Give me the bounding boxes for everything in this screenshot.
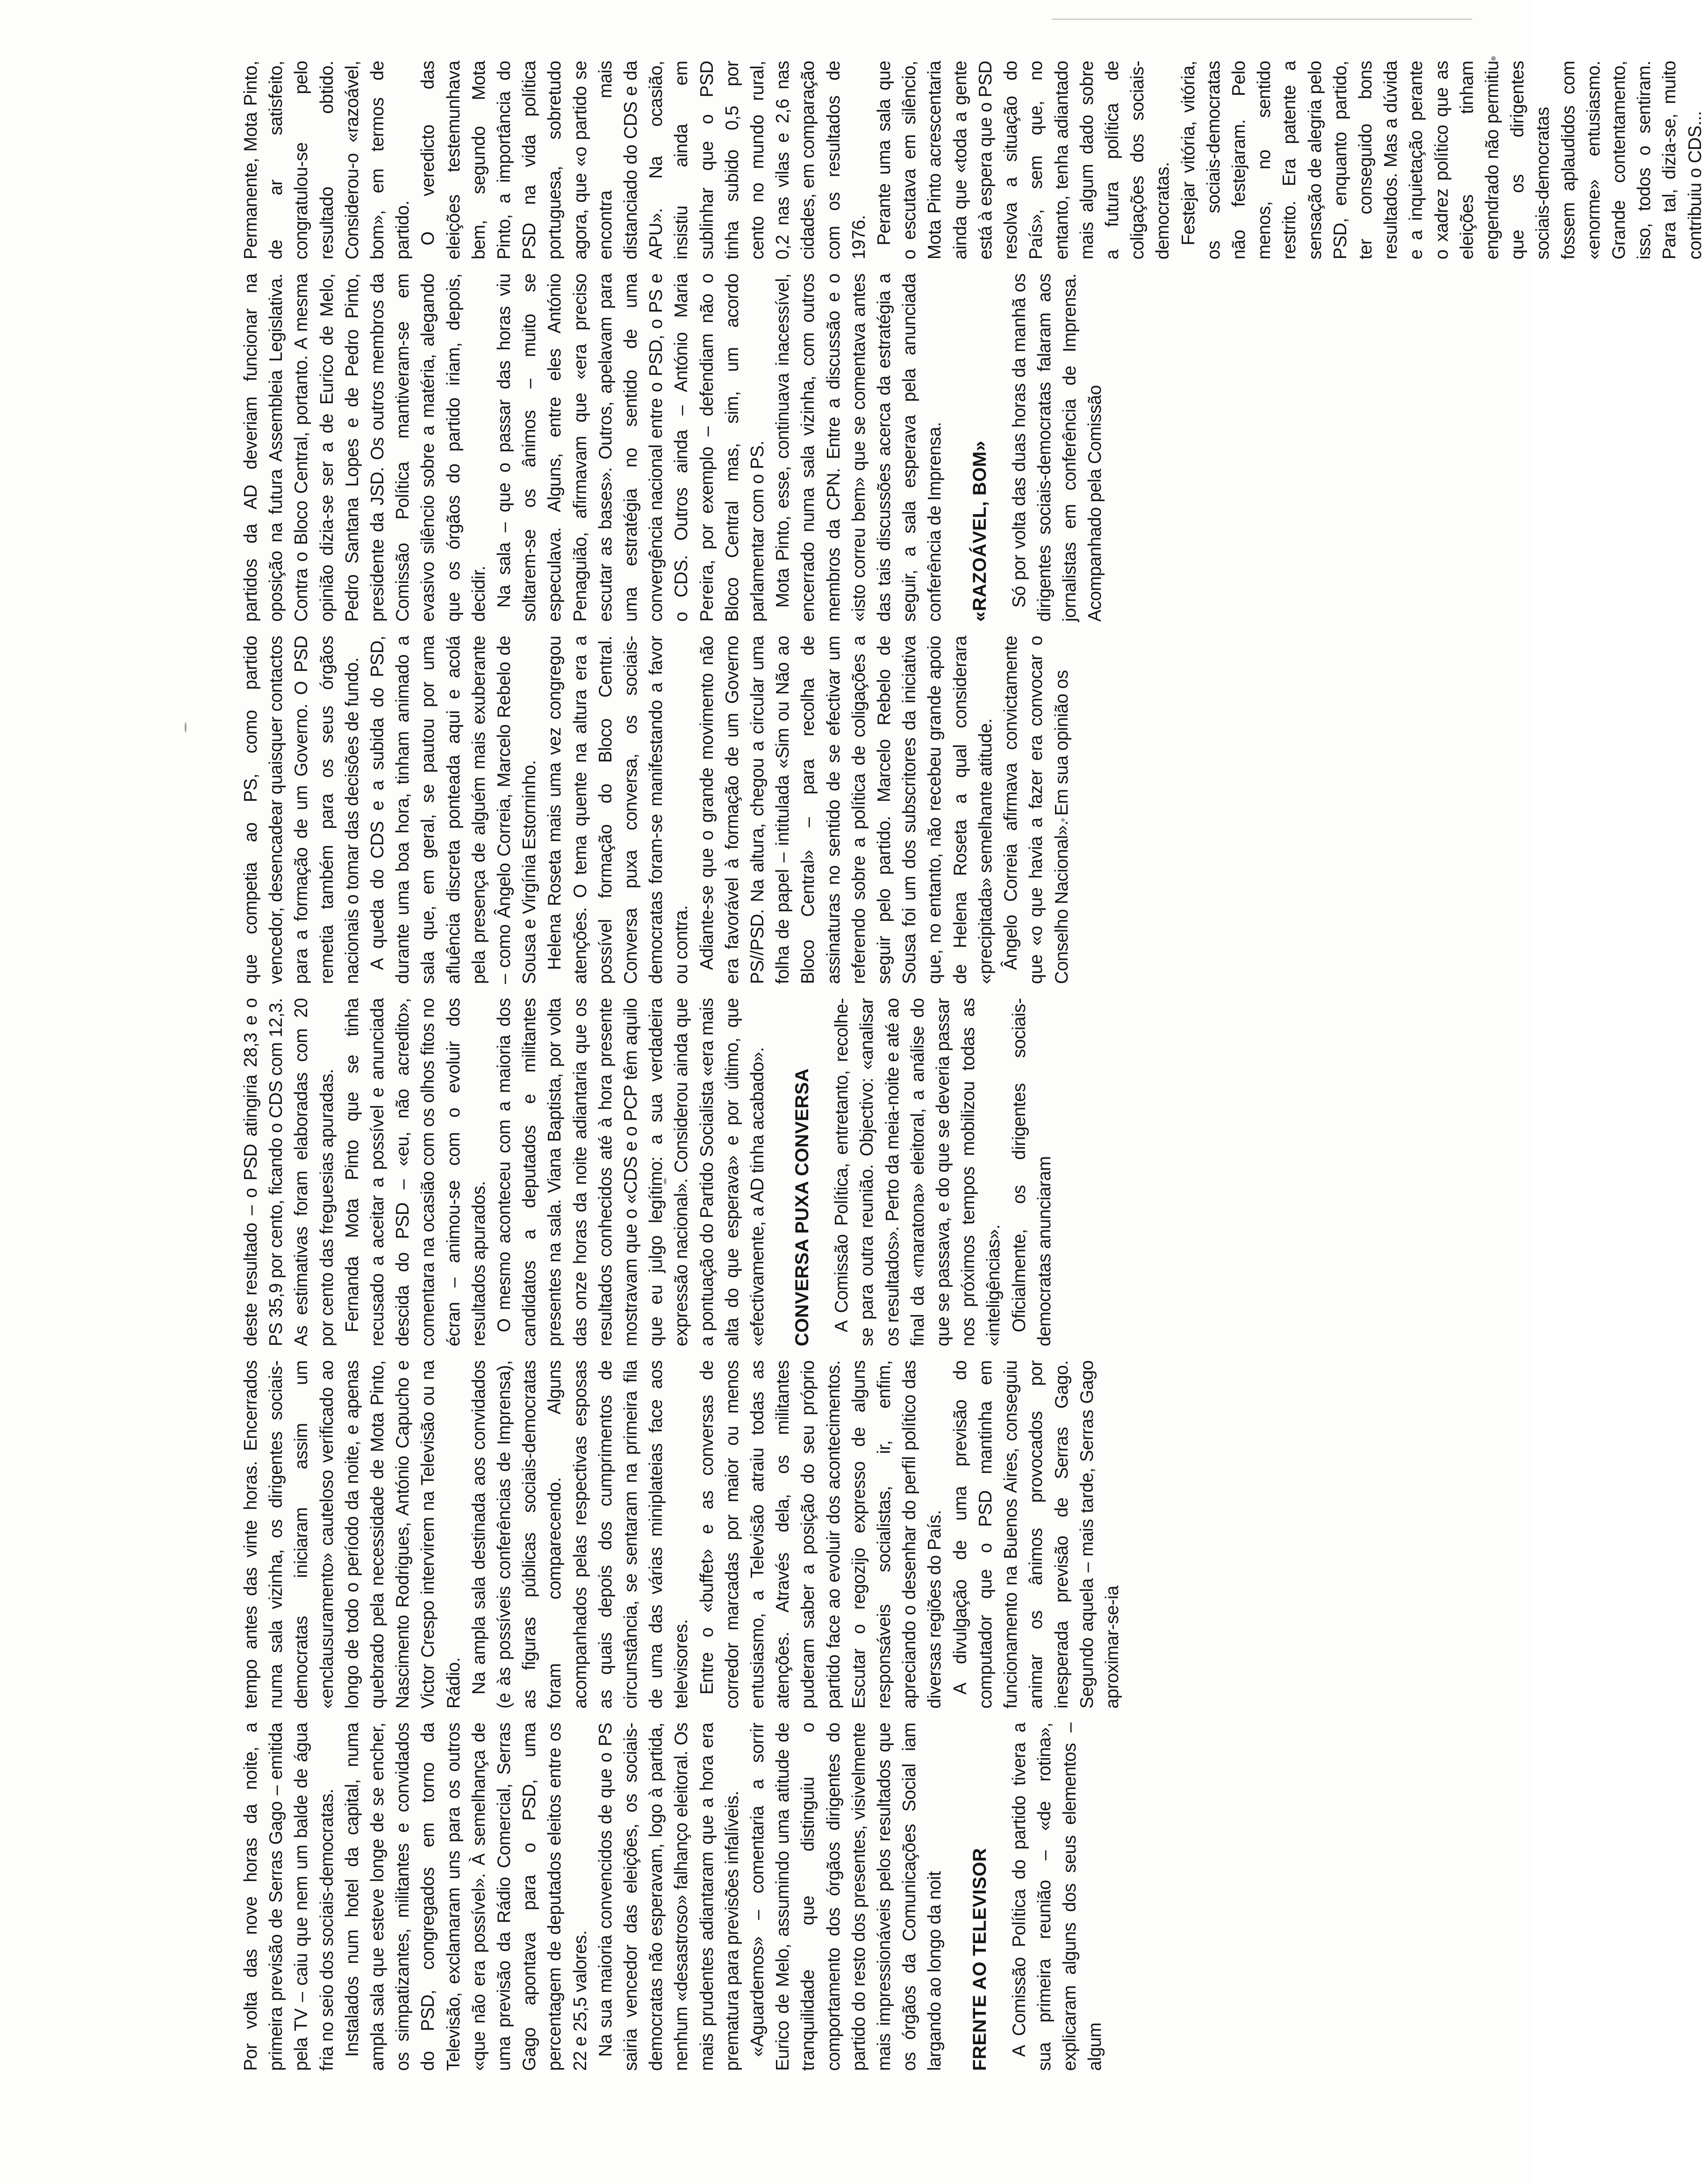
paragraph: Na sala – que o passar das horas viu soltarem-se os ânimos – muito se especulava. Alguns, entre eles António Penaguião, afirmavam que «era preciso escutar as bases». Outros, apelavam para uma estratégia no sentido de uma convergência nacional entre o PSD, o PS e o CDS. Outros ainda – António Maria Pereira, por exemplo – defendiam não o Bloco Central mas, sim, um acordo parlamentar com o PS.: [494, 273, 768, 622]
article-column-5: [238, 273, 1444, 622]
paragraph: que competia ao PS, como partido vencedor, desencadear quaisquer contactos para a formação de um Governo. O PSD remetia também para os seus órgãos nacionais o tomar das decisões de fundo.: [241, 636, 362, 984]
article-column-4: [238, 636, 1444, 984]
section-heading: FRENTE AO TELEVISOR: [969, 1848, 990, 2071]
paragraph: Adiante-se que o grande movimento não era favorável à formação de um Governo PS//PSD. Na altura, chegou a circular uma folha de papel – intitulada «Sim ou Não ao Bloco Central» – para recolha de assinaturas no sentido de se efectivar um referendo sobre a política de coligações a seguir pelo partido. Marcelo Rebelo de Sousa foi um dos subscritores da iniciativa que, no entanto, não recebeu grande apoio de Helena Roseta a qual considerara «precipitada» semelhante atitude.: [696, 636, 996, 984]
paragraph: partidos da AD deveriam funcionar na oposição na futura Assembleia Legislativa. Contra o Bloco Central, portanto. A mesma opinião dizia-se ser a de Eurico de Melo, Pedro Santana Lopes e de Pedro Pinto, presidente da JSD. Os outros membros da Comissão Política mantiveram-se em evasivo silêncio sobre a matéria, alegando que os órgãos do partido iriam, depois, decidir.: [241, 273, 489, 622]
paragraph: Entre o «buffet» e as conversas de corredor marcadas por maior ou menos entusiasmo, a Televisão atraiu todas as atenções. Através dela, os militantes puderam saber a posição do seu próprio partido face ao evoluir dos acontecimentos. Escutar o regozijo expresso de alguns responsáveis socialistas, ir, enfim, apreciando o desenhar do perfil político das diversas regiões do País.: [696, 1360, 945, 1709]
paragraph: Fernanda Mota Pinto que se tinha recusado a aceitar a possível e anunciada descida do PSD – «eu, não acredito», comentara na ocasião com os olhos fitos no écran – animou-se com o evoluir dos resultados apurados.: [342, 998, 489, 1346]
article-column-1: [238, 1723, 1444, 2071]
paragraph: Ângelo Correia afirmava convictamente que «o que havia a fazer era convocar o Conselho Nacional». Em sua opinião os: [1001, 636, 1072, 984]
paragraph: A queda do CDS e a subida do PSD, durante uma boa hora, tinham animado a sala que, em geral, se pautou por uma afluência discreta ponteada aqui e acolá pela presença de alguém mais exuberante – como Ângelo Correia, Marcelo Rebelo de Sousa e Virgínia Estorninho.: [367, 636, 540, 984]
paragraph: Festejar vitória, vitória, os sociais-democratas não festejaram. Pelo menos, no sentido restrito. Era patente a sensação de alegria pelo PSD, enquanto partido, ter conseguido bons resultados. Mas a dúvida e a inquietação perante o xadrez político que as eleições tinham engendrado não permitiu que os dirigentes sociais-democratas fossem aplaudidos com «enorme» entusiasmo. Grande contentamento, isso, todos o sentiram. Para tal, dizia-se, muito contribuiu o CDS...: [1178, 61, 1705, 259]
paragraph: Oficialmente, os dirigentes sociais-democratas anunciaram: [1009, 998, 1055, 1346]
paragraph: Na ampla sala destinada aos convidados (e às possíveis conferências de Imprensa), as figuras públicas sociais-democratas foram comparecendo. Alguns acompanhados pelas respectivas esposas as quais depois dos cumprimentos de circunstância, se sentaram na primeira fila de uma das várias miniplateias face aos televisores.: [468, 1360, 692, 1709]
article-column-3: [238, 998, 1444, 1346]
paragraph: deste resultado – o PSD atingiria 28,3 e o PS 35,9 por cento, ficando o CDS com 12,3. As estimativas foram elaboradas com 20 por cento das freguesias apuradas.: [241, 998, 337, 1346]
paragraph: A divulgação de uma previsão do computador que o PSD mantinha em funcionamento na Buenos Aires, conseguiu animar os ânimos provocados por inesperada previsão de Serras Gago. Segundo aquela – mais tarde, Serras Gago aproximar-se-ia: [950, 1360, 1122, 1709]
rotated-article: [238, 61, 1705, 2071]
paragraph: Só por volta das duas horas da manhã os dirigentes sociais-democratas falaram aos jornalistas em conferência de Imprensa. Acompanhado pela Comissão: [1009, 273, 1105, 622]
paragraph: O veredicto das eleições testemunhava bem, segundo Mota Pinto, a importância do PSD na vida política portuguesa, sobretudo agora, que «o partido se encontra mais distanciado do CDS e da APU». Na ocasião, insistiu ainda em sublinhar que o PSD tinha subido 0,5 por cento no mundo rural, 0,2 nas vilas e 2,6 nas cidades, em comparação com os resultados de 1976.: [418, 61, 869, 259]
paragraph: Mota Pinto, esse, continuava inacessível, encerrado numa sala vizinha, com outros membros da CPN. Entre a discussão e o «isto correu bem» que se comentava antes das tais discussões acerca da estratégia a seguir, a sala esperava pela anunciada conferência de Imprensa.: [773, 273, 945, 622]
paragraph: O mesmo aconteceu com a maioria dos candidatos a deputados e militantes presentes na sala. Viana Baptista, por volta das onze horas da noite adiantaria que os resultados conhecidos até à hora presente mostravam que o «CDS e o PCP têm aquilo que eu julgo legítimo: a sua verdadeira expressão nacional». Considerou ainda que a pontuação do Partido Socialista «era mais alta do que esperava» e por último, que «efectivamente, a AD tinha acabado».: [494, 998, 768, 1346]
paragraph: «Aguardemos» – comentaria a sorrir Eurico de Melo, assumindo uma atitude de tranquilidade que distinguiu o comportamento dos órgãos dirigentes do partido do resto dos presentes, visivelmente mais impressionáveis pelos resultados que os órgãos da Comunicações Social iam largando ao longo da noit: [747, 1723, 945, 2071]
paragraph: Perante uma sala que o escutava em silêncio, Mota Pinto acrescentaria ainda que «toda a gente está à espera que o PSD resolva a situação do País», sem que, no entanto, tenha adiantado mais algum dado sobre a futura política de coligações dos sociais-democratas.: [874, 61, 1173, 259]
paragraph: A Comissão Política do partido tivera a sua primeira reunião – «de rotina», explicaram alguns dos seus elementos – algum: [1009, 1723, 1105, 2071]
scan-speck: [185, 722, 187, 733]
paragraph: tempo antes das vinte horas. Encerrados numa sala vizinha, os dirigentes sociais-democratas iniciaram assim um «enclausuramento» cauteloso verificado ao longo de todo o período da noite, e apenas quebrado pela necessidade de Mota Pinto, Nascimento Rodrigues, António Capucho e Victor Crespo intervirem na Televisão ou na Rádio.: [241, 1360, 464, 1709]
scan-speck: [1491, 56, 1496, 61]
paragraph: Permanente, Mota Pinto, de ar satisfeito, congratulou-se pelo resultado obtido. Considerou-o «razoável, bom», em termos de partido.: [241, 61, 413, 259]
paragraph: Por volta das nove horas da noite, a primeira previsão de Serras Gago – emitida pela TV – caiu que nem um balde de água fria no seio dos sociais-democratas.: [241, 1723, 337, 2071]
section-heading: «RAZOÁVEL, BOM»: [969, 440, 990, 622]
section-heading: CONVERSA PUXA CONVERSA: [792, 1068, 813, 1346]
paragraph: Helena Roseta mais uma vez congregou atenções. O tema quente na altura era a possível formação do Bloco Central. Conversa puxa conversa, os sociais-democratas foram-se manifestando a favor ou contra.: [545, 636, 692, 984]
paragraph: Instalados num hotel da capital, numa ampla sala que esteve longe de se encher, os simpatizantes, militantes e convidados do PSD, congregados em torno da Televisão, exclamaram uns para os outros «que não era possível». À semelhança de uma previsão da Rádio Comercial, Serras Gago apontava para o PSD, uma percentagem de deputados eleitos entre os 22 e 25,5 valores.: [342, 1723, 590, 2071]
article-column-2: [238, 1360, 1444, 1709]
paragraph: Na sua maioria convencidos de que o PS sairia vencedor das eleições, os sociais-democratas não esperavam, logo à partida, nenhum «desastroso» falhanço eleitoral. Os mais prudentes adiantaram que a hora era prematura para previsões infalíveis.: [595, 1723, 742, 2071]
article-column-6: [238, 61, 1705, 259]
top-scan-edge: [1052, 19, 1472, 20]
paragraph: A Comissão Política, entretanto, recolhe-se para outra reunião. Objectivo: «analisar os resultados». Perto da meia-noite e até ao final da «maratona» eleitoral, a análise do que se passava, e do que se deveria passar nos próximos tempos mobilizou todas as «inteligências».: [832, 998, 1004, 1346]
